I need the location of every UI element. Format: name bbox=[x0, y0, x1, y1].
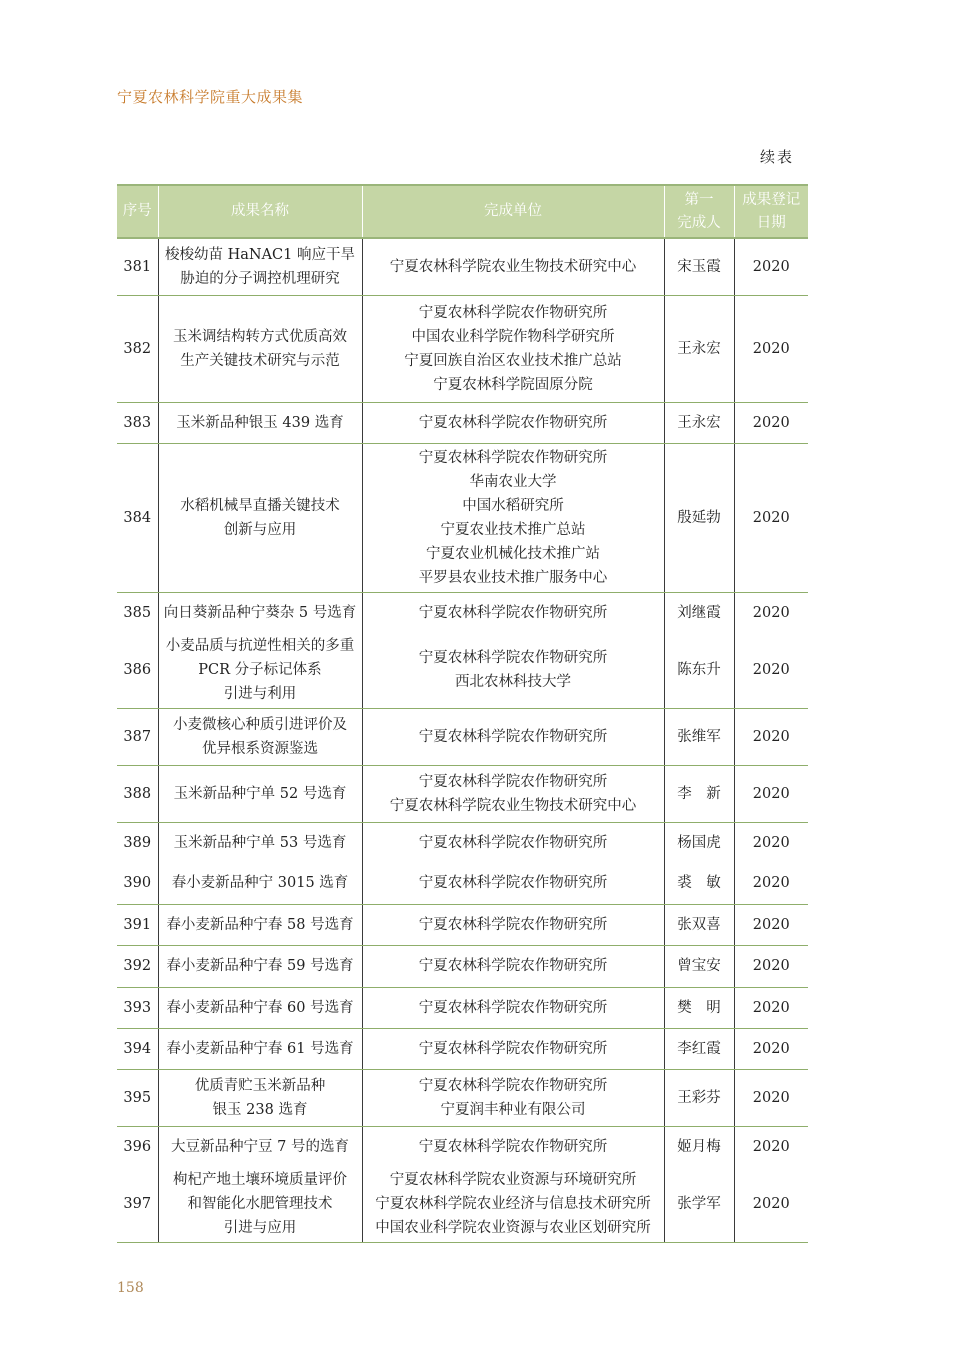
first-completer: 刘继霞 bbox=[664, 592, 734, 633]
table-row bbox=[117, 443, 808, 592]
completing-unit: 宁夏农林科学院农业资源与环境研究所 bbox=[389, 1172, 637, 1189]
achievement-name bbox=[158, 633, 362, 708]
registration-date: 2020 bbox=[734, 945, 808, 987]
completing-units bbox=[362, 633, 664, 708]
registration-date: 2020 bbox=[734, 443, 808, 592]
header-unit: 完成单位 bbox=[362, 185, 664, 238]
table-row bbox=[117, 708, 808, 765]
registration-date: 2020 bbox=[734, 1167, 808, 1242]
registration-date: 2020 bbox=[734, 987, 808, 1028]
achievement-name bbox=[158, 822, 362, 863]
first-completer: 曾宝安 bbox=[664, 945, 734, 987]
achievement-name bbox=[158, 708, 362, 765]
achievement-name-line: 玉米调结构转方式优质高效 bbox=[173, 328, 347, 345]
first-completer: 张学军 bbox=[664, 1167, 734, 1242]
completing-units bbox=[362, 945, 664, 987]
achievement-name-line: 小麦品质与抗逆性相关的多重 bbox=[165, 638, 355, 655]
row-number: 394 bbox=[117, 1028, 158, 1069]
registration-date: 2020 bbox=[734, 592, 808, 633]
achievement-name-line: PCR 分子标记体系 bbox=[198, 662, 322, 679]
completing-unit: 宁夏农林科学院农作物研究所 bbox=[418, 304, 608, 321]
header-date-line: 日期 bbox=[756, 214, 786, 231]
table-row bbox=[117, 295, 808, 402]
row-number: 396 bbox=[123, 1138, 152, 1155]
completing-units bbox=[362, 1028, 664, 1069]
completing-unit: 宁夏农林科学院农作物研究所 bbox=[418, 650, 608, 667]
achievement-name-line: 引进与应用 bbox=[223, 1220, 297, 1237]
registration-date: 2020 bbox=[734, 1126, 808, 1167]
table-row bbox=[117, 904, 808, 945]
achievement-name-line: 玉米新品种宁单 53 号选育 bbox=[173, 834, 347, 851]
achievement-name bbox=[158, 443, 362, 592]
achievement-name bbox=[158, 295, 362, 402]
completing-unit: 宁夏润丰种业有限公司 bbox=[440, 1101, 586, 1118]
completing-unit: 宁夏农林科学院农作物研究所 bbox=[418, 999, 608, 1016]
achievement-name bbox=[158, 1069, 362, 1126]
first-completer: 李红霞 bbox=[664, 1028, 734, 1069]
completing-units bbox=[362, 295, 664, 402]
completing-unit: 西北农林科技大学 bbox=[455, 674, 571, 691]
row-number: 382 bbox=[117, 295, 158, 402]
completing-unit: 宁夏农林科学院农作物研究所 bbox=[418, 875, 608, 892]
row-number: 393 bbox=[117, 987, 158, 1028]
table-row bbox=[117, 1069, 808, 1126]
registration-date: 2020 bbox=[734, 708, 808, 765]
achievement-name-line: 创新与应用 bbox=[223, 521, 297, 538]
table-row bbox=[117, 1167, 808, 1242]
continued-label: 续表 bbox=[760, 148, 795, 166]
first-completer: 裘 敏 bbox=[664, 863, 734, 904]
achievement-name-line: 春小麦新品种宁春 58 号选育 bbox=[166, 916, 354, 933]
achievement-name-line: 优质青贮玉米新品种 bbox=[194, 1077, 326, 1094]
first-completer: 张双喜 bbox=[664, 904, 734, 945]
achievement-name bbox=[158, 1126, 362, 1167]
row-number: 392 bbox=[117, 945, 158, 987]
completing-units bbox=[362, 863, 664, 904]
completing-unit: 华南农业大学 bbox=[469, 473, 557, 490]
first-completer: 陈东升 bbox=[664, 633, 734, 708]
first-completer: 李 新 bbox=[664, 765, 734, 822]
row-number: 395 bbox=[117, 1069, 158, 1126]
completing-unit: 宁夏农林科学院农作物研究所 bbox=[418, 414, 608, 431]
table-row bbox=[117, 945, 808, 987]
header-person-line: 第一 bbox=[684, 191, 714, 208]
registration-date: 2020 bbox=[734, 633, 808, 708]
registration-date: 2020 bbox=[734, 1028, 808, 1069]
completing-unit: 宁夏农林科学院固原分院 bbox=[433, 376, 593, 393]
first-completer: 樊 明 bbox=[664, 987, 734, 1028]
achievement-name bbox=[158, 238, 362, 295]
table-row bbox=[117, 592, 808, 633]
row-number: 391 bbox=[117, 904, 158, 945]
first-completer: 王永宏 bbox=[664, 402, 734, 443]
completing-unit: 宁夏农林科学院农作物研究所 bbox=[418, 1077, 608, 1094]
achievement-name-line: 生产关键技术研究与示范 bbox=[180, 352, 340, 369]
row-number: 397 bbox=[117, 1167, 158, 1242]
completing-unit: 中国农业科学院农业资源与农业区划研究所 bbox=[375, 1220, 651, 1237]
completing-units bbox=[362, 1167, 664, 1242]
table-row bbox=[117, 238, 808, 295]
completing-unit: 宁夏农业机械化技术推广站 bbox=[426, 545, 600, 562]
first-completer: 姬月梅 bbox=[664, 1126, 734, 1167]
achievement-name bbox=[158, 765, 362, 822]
header-date-line: 成果登记 bbox=[742, 191, 801, 208]
completing-unit: 中国水稻研究所 bbox=[462, 497, 564, 514]
registration-date: 2020 bbox=[734, 402, 808, 443]
table-row bbox=[117, 1028, 808, 1069]
table-header-row bbox=[117, 185, 808, 238]
achievement-name-line: 胁迫的分子调控机理研究 bbox=[180, 270, 340, 287]
completing-unit: 宁夏农林科学院农业经济与信息技术研究所 bbox=[375, 1196, 651, 1213]
achievement-name-line: 梭梭幼苗 HaNAC1 响应干旱 bbox=[165, 246, 355, 263]
achievement-name-line: 和智能化水肥管理技术 bbox=[187, 1196, 333, 1213]
header-person bbox=[664, 185, 734, 238]
table-row bbox=[117, 633, 808, 708]
running-head: 宁夏农林科学院重大成果集 bbox=[117, 88, 304, 106]
completing-units bbox=[362, 402, 664, 443]
completing-units bbox=[362, 822, 664, 863]
registration-date: 2020 bbox=[734, 295, 808, 402]
header-name: 成果名称 bbox=[158, 185, 362, 238]
table-body bbox=[117, 238, 808, 1242]
completing-unit: 宁夏农林科学院农业生物技术研究中心 bbox=[389, 797, 637, 814]
achievement-name-line: 大豆新品种宁豆 7 号的选育 bbox=[171, 1138, 349, 1155]
achievement-name bbox=[158, 987, 362, 1028]
row-number: 388 bbox=[117, 765, 158, 822]
completing-unit: 宁夏农林科学院农作物研究所 bbox=[418, 1040, 608, 1057]
row-number: 385 bbox=[123, 604, 152, 621]
registration-date: 2020 bbox=[734, 765, 808, 822]
completing-unit: 宁夏农林科学院农作物研究所 bbox=[418, 834, 608, 851]
completing-units bbox=[362, 1069, 664, 1126]
table-row bbox=[117, 987, 808, 1028]
achievement-name-line: 枸杞产地土壤环境质量评价 bbox=[173, 1172, 347, 1189]
first-completer: 王彩芬 bbox=[664, 1069, 734, 1126]
achievement-name bbox=[158, 945, 362, 987]
achievement-name-line: 银玉 238 选育 bbox=[212, 1101, 308, 1118]
row-number: 386 bbox=[117, 633, 158, 708]
completing-unit: 中国农业科学院作物科学研究所 bbox=[411, 328, 615, 345]
completing-units bbox=[362, 904, 664, 945]
completing-units bbox=[362, 592, 664, 633]
table-row bbox=[117, 765, 808, 822]
completing-units bbox=[362, 443, 664, 592]
completing-unit: 宁夏农林科学院农作物研究所 bbox=[418, 449, 608, 466]
header-person-line: 完成人 bbox=[677, 214, 721, 231]
results-table bbox=[117, 184, 808, 1243]
table-row bbox=[117, 402, 808, 443]
first-completer: 殷延勃 bbox=[664, 443, 734, 592]
completing-unit: 宁夏农业技术推广总站 bbox=[440, 521, 586, 538]
completing-unit: 宁夏农林科学院农作物研究所 bbox=[418, 1138, 608, 1155]
table-row bbox=[117, 1126, 808, 1167]
completing-unit: 平罗县农业技术推广服务中心 bbox=[418, 569, 608, 586]
achievement-name bbox=[158, 1167, 362, 1242]
table-row bbox=[117, 822, 808, 863]
achievement-name bbox=[158, 402, 362, 443]
first-completer: 宋玉霞 bbox=[664, 238, 734, 295]
completing-units bbox=[362, 765, 664, 822]
completing-units bbox=[362, 1126, 664, 1167]
first-completer: 王永宏 bbox=[664, 295, 734, 402]
row-number: 389 bbox=[123, 834, 152, 851]
achievement-name bbox=[158, 592, 362, 633]
completing-units bbox=[362, 708, 664, 765]
achievement-name-line: 春小麦新品种宁 3015 选育 bbox=[171, 875, 349, 892]
achievement-name-line: 水稻机械旱直播关键技术 bbox=[180, 497, 340, 514]
completing-units bbox=[362, 238, 664, 295]
achievement-name-line: 向日葵新品种宁葵杂 5 号选育 bbox=[163, 604, 357, 621]
achievement-name-line: 引进与利用 bbox=[223, 686, 297, 703]
achievement-name bbox=[158, 863, 362, 904]
achievement-name-line: 玉米新品种宁单 52 号选育 bbox=[173, 785, 347, 802]
completing-units bbox=[362, 987, 664, 1028]
row-number: 390 bbox=[117, 863, 158, 904]
first-completer: 张维军 bbox=[664, 708, 734, 765]
registration-date: 2020 bbox=[734, 863, 808, 904]
achievement-name-line: 春小麦新品种宁春 59 号选育 bbox=[166, 958, 354, 974]
achievement-name-line: 小麦微核心种质引进评价及 bbox=[173, 716, 347, 733]
completing-unit: 宁夏农林科学院农作物研究所 bbox=[418, 958, 608, 974]
achievement-name-line: 春小麦新品种宁春 61 号选育 bbox=[166, 1040, 354, 1057]
first-completer: 杨国虎 bbox=[664, 822, 734, 863]
row-number: 383 bbox=[117, 402, 158, 443]
registration-date: 2020 bbox=[734, 822, 808, 863]
header-date bbox=[734, 185, 808, 238]
page-number: 158 bbox=[117, 1280, 144, 1296]
completing-unit: 宁夏回族自治区农业技术推广总站 bbox=[404, 352, 622, 369]
completing-unit: 宁夏农林科学院农作物研究所 bbox=[418, 916, 608, 933]
row-number: 384 bbox=[117, 443, 158, 592]
completing-unit: 宁夏农林科学院农业生物技术研究中心 bbox=[389, 258, 637, 275]
achievement-name bbox=[158, 904, 362, 945]
completing-unit: 宁夏农林科学院农作物研究所 bbox=[418, 773, 608, 790]
achievement-name-line: 春小麦新品种宁春 60 号选育 bbox=[166, 999, 354, 1016]
table-row bbox=[117, 863, 808, 904]
registration-date: 2020 bbox=[734, 1069, 808, 1126]
header-no: 序号 bbox=[117, 185, 158, 238]
completing-unit: 宁夏农林科学院农作物研究所 bbox=[418, 604, 608, 621]
row-number: 381 bbox=[117, 238, 158, 295]
registration-date: 2020 bbox=[734, 904, 808, 945]
achievement-name bbox=[158, 1028, 362, 1069]
achievement-name-line: 玉米新品种银玉 439 选育 bbox=[176, 414, 344, 431]
registration-date: 2020 bbox=[734, 238, 808, 295]
completing-unit: 宁夏农林科学院农作物研究所 bbox=[418, 728, 608, 745]
achievement-name-line: 优异根系资源鉴选 bbox=[202, 740, 318, 757]
row-number: 387 bbox=[117, 708, 158, 765]
